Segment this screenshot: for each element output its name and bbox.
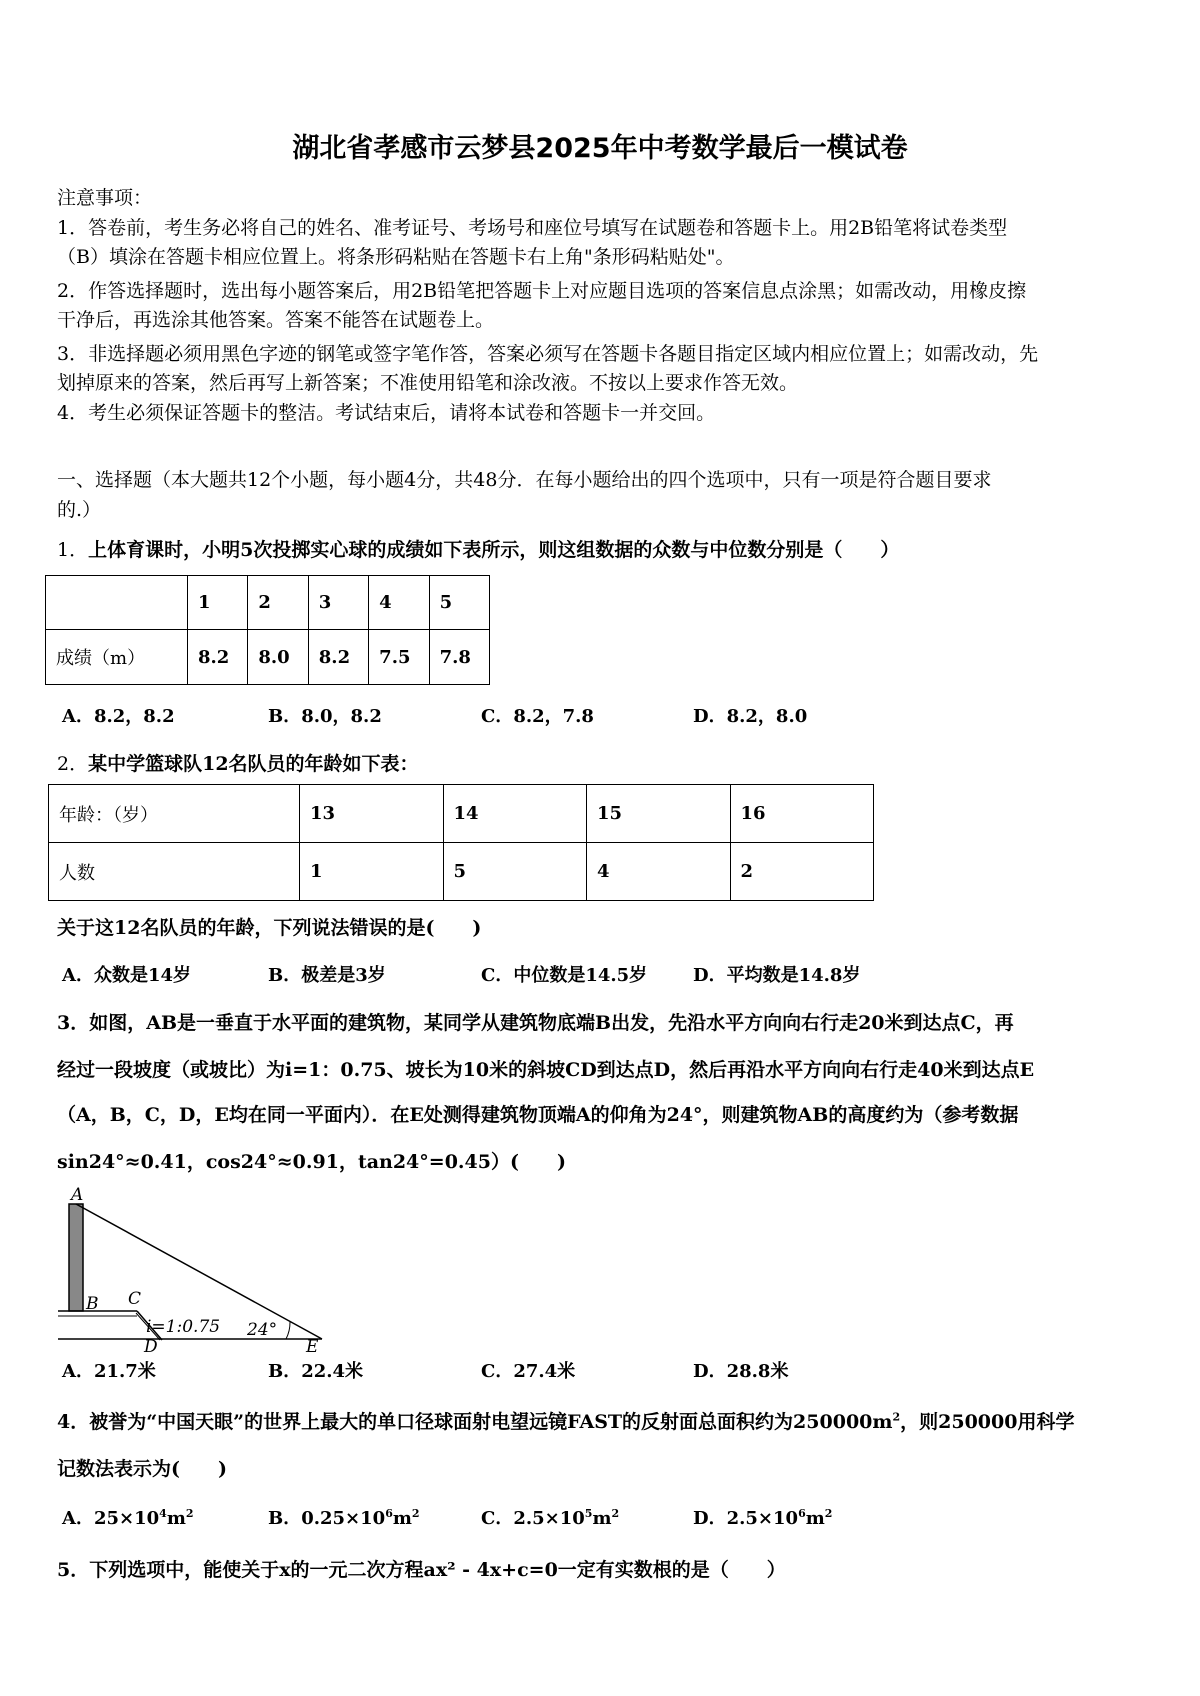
page-title: 湖北省孝感市云梦县2025年中考数学最后一模试卷 <box>292 133 908 164</box>
option-text: D．2.5×10 <box>693 1508 799 1529</box>
unit: m <box>805 1508 825 1529</box>
table-row <box>46 576 490 630</box>
option-text: A．25×10 <box>62 1508 160 1529</box>
notice-line: 2．作答选择题时，选出每小题答案后，用2B铅笔把答题卡上对应题目选项的答案信息点涂黑；如需改动，用橡皮擦 <box>57 280 1027 302</box>
option-c: C．8.2，7.8 <box>481 706 594 727</box>
notice-line: 1．答卷前，考生务必将自己的姓名、准考证号、考场号和座位号填写在试题卷和答题卡上。用2B铅笔将试卷类型 <box>57 217 1008 239</box>
option-b: B．8.0，8.2 <box>268 706 382 727</box>
superscript: 2 <box>411 1507 420 1520</box>
label-e: E <box>306 1337 319 1357</box>
question-text: 上体育课时，小明5次投掷实心球的成绩如下表所示，则这组数据的众数与中位数分别是（ ） <box>88 539 900 561</box>
question-number: 1． <box>57 539 89 561</box>
option-a <box>62 1504 194 1530</box>
question-2-question: 关于这12名队员的年龄，下列说法错误的是( ) <box>57 917 482 939</box>
notice-line: 3．非选择题必须用黑色字迹的钢笔或签字笔作答，答案必须写在答题卡各题目指定区域内相应位置上；如需改动，先 <box>57 343 1039 365</box>
section-heading-cont: 的.） <box>57 499 102 521</box>
table-cell: 15 <box>587 785 731 843</box>
table-cell: 7.8 <box>429 630 489 685</box>
superscript: 6 <box>385 1507 393 1520</box>
table-cell <box>46 576 188 630</box>
superscript: 4 <box>159 1507 167 1520</box>
notice-line: 4．考生必须保证答题卡的整洁。考试结束后，请将本试卷和答题卡一并交回。 <box>57 402 716 424</box>
option-a: A．众数是14岁 <box>62 965 192 986</box>
building-ab <box>69 1204 83 1311</box>
angle-arc <box>286 1322 290 1339</box>
table-cell: 5 <box>443 843 587 901</box>
table-cell: 16 <box>730 785 874 843</box>
option-d: D．8.2，8.0 <box>693 706 808 727</box>
table-row <box>46 630 490 685</box>
question-3-line: （A，B，C，D，E均在同一平面内）．在E处测得建筑物顶端A的仰角为24°，则建筑物AB的高度约为（参考数据 <box>57 1104 1019 1126</box>
table-cell: 5 <box>429 576 489 630</box>
superscript: 2 <box>185 1507 194 1520</box>
table-cell: 4 <box>369 576 429 630</box>
question-3-line: sin24°≈0.41，cos24°≈0.91，tan24°=0.45）( ) <box>57 1151 566 1173</box>
option-c: C．中位数是14.5岁 <box>481 965 648 986</box>
option-d <box>693 1504 832 1530</box>
score-table <box>45 575 490 685</box>
option-b: B．极差是3岁 <box>268 965 386 986</box>
table-cell: 成绩（m） <box>46 630 188 685</box>
question-text: 4．被誉为“中国天眼”的世界上最大的单口径球面射电望远镜FAST的反射面总面积约为250000m <box>57 1411 893 1433</box>
question-1-stem <box>57 538 899 562</box>
table-row <box>49 785 874 843</box>
option-c: C．27.4米 <box>481 1361 576 1382</box>
option-b <box>268 1504 420 1530</box>
question-text: 某中学篮球队12名队员的年龄如下表： <box>88 753 419 775</box>
question-3-line: 经过一段坡度（或坡比）为i=1：0.75、坡长为10米的斜坡CD到达点D，然后再沿水平方向向右行走40米到达点E <box>57 1059 1035 1081</box>
building-slope-figure <box>50 1180 350 1357</box>
option-text: B．0.25×10 <box>268 1508 386 1529</box>
table-cell: 7.5 <box>369 630 429 685</box>
superscript: 6 <box>798 1507 806 1520</box>
question-5-line: 5．下列选项中，能使关于x的一元二次方程ax² - 4x+c=0一定有实数根的是（ ） <box>57 1559 786 1581</box>
question-text: ，则250000用科学 <box>900 1411 1075 1433</box>
option-a: A．21.7米 <box>62 1361 156 1382</box>
option-text: C．2.5×10 <box>481 1508 585 1529</box>
label-d: D <box>144 1337 158 1357</box>
table-cell: 8.2 <box>308 630 368 685</box>
section-heading: 一、选择题（本大题共12个小题，每小题4分，共48分．在每小题给出的四个选项中，只有一项是符合题目要求 <box>57 469 992 491</box>
option-d: D．28.8米 <box>693 1361 789 1382</box>
slope-label: i=1:0.75 <box>146 1317 221 1337</box>
notice-heading: 注意事项： <box>57 187 153 209</box>
table-cell: 4 <box>587 843 731 901</box>
option-a: A．8.2，8.2 <box>62 706 175 727</box>
notice-line: （B）填涂在答题卡相应位置上。将条形码粘贴在答题卡右上角"条形码粘贴处"。 <box>57 246 735 268</box>
question-3-line: 3．如图，AB是一垂直于水平面的建筑物，某同学从建筑物底端B出发，先沿水平方向向右行走20米到达点C，再 <box>57 1012 1014 1034</box>
angle-label: 24° <box>247 1320 278 1340</box>
label-b: B <box>86 1294 99 1314</box>
superscript: 5 <box>584 1507 593 1520</box>
question-2-stem <box>57 752 419 776</box>
table-cell: 年龄：（岁） <box>49 785 300 843</box>
question-number: 2． <box>57 753 89 775</box>
table-cell: 2 <box>248 576 308 630</box>
table-cell: 人数 <box>49 843 300 901</box>
superscript: 2 <box>824 1507 833 1520</box>
table-cell: 13 <box>300 785 444 843</box>
table-cell: 2 <box>730 843 874 901</box>
unit: m <box>166 1508 186 1529</box>
notice-line: 干净后，再选涂其他答案。答案不能答在试题卷上。 <box>57 309 495 331</box>
superscript: 2 <box>892 1410 901 1424</box>
option-b: B．22.4米 <box>268 1361 364 1382</box>
option-c <box>481 1504 619 1530</box>
notice-line: 划掉原来的答案，然后再写上新答案；不准使用铅笔和涂改液。不按以上要求作答无效。 <box>57 372 799 394</box>
option-d: D．平均数是14.8岁 <box>693 965 861 986</box>
table-cell: 1 <box>188 576 248 630</box>
unit: m <box>592 1508 612 1529</box>
table-cell: 8.0 <box>248 630 308 685</box>
question-4-line <box>57 1410 1074 1434</box>
table-cell: 14 <box>443 785 587 843</box>
table-cell: 3 <box>308 576 368 630</box>
table-cell: 1 <box>300 843 444 901</box>
age-table <box>48 784 874 901</box>
label-c: C <box>128 1289 142 1309</box>
superscript: 2 <box>611 1507 620 1520</box>
table-row <box>49 843 874 901</box>
question-4-line: 记数法表示为( ) <box>57 1458 227 1480</box>
label-a: A <box>71 1185 84 1205</box>
table-cell: 8.2 <box>188 630 248 685</box>
unit: m <box>392 1508 412 1529</box>
